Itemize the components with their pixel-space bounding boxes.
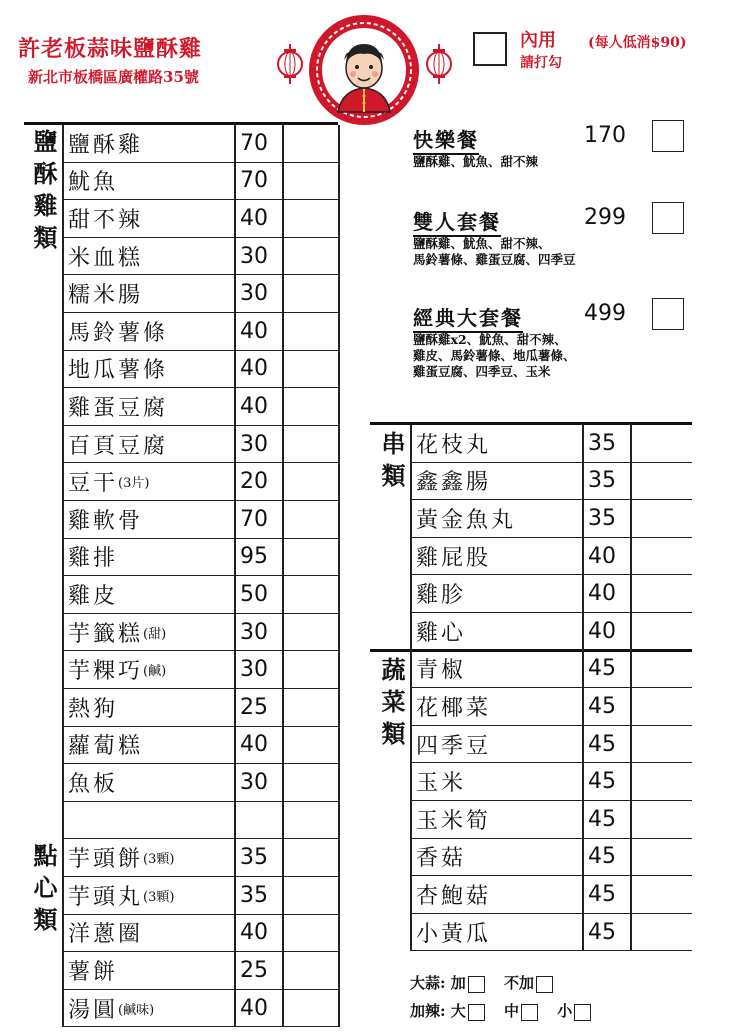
item-note: (鹹) [143,664,167,680]
menu-row [62,313,338,351]
set-price: 299 [584,205,626,230]
item-name: 鑫鑫腸 [416,470,492,496]
item-name-text: 芋粿巧 [68,659,144,685]
quantity-cell[interactable] [282,915,338,952]
column-divider [234,125,236,1027]
item-price: 25 [240,694,268,720]
item-price: 30 [240,281,268,307]
item-name: 香菇 [416,846,467,872]
item-price: 30 [240,619,268,645]
item-name-text: 雞皮 [68,583,119,609]
item-name: 雞胗 [416,583,467,609]
garlic-no-checkbox[interactable] [536,976,553,993]
menu-row [62,125,338,163]
menu-row [62,463,338,501]
quantity-cell[interactable] [630,801,692,838]
item-name: 杏鮑菇 [416,883,492,909]
menu-row [62,200,338,238]
spicy-label: 加辣: [410,1002,446,1020]
item-name [62,877,234,914]
item-name: 玉米筍 [416,808,492,834]
item-price: 20 [240,469,268,495]
item-name [62,163,234,200]
item-price: 30 [240,243,268,269]
item-name [62,614,234,651]
item-name [62,388,234,425]
item-name: 小黃瓜 [416,921,492,947]
item-price: 45 [588,731,616,757]
item-name-text: 雞軟骨 [68,508,144,534]
item-name-text: 芋頭丸 [68,884,144,910]
garlic-yes-checkbox[interactable] [468,976,485,993]
quantity-cell[interactable] [282,426,338,463]
item-name [62,313,234,350]
item-name-text: 百頁豆腐 [68,433,169,459]
shop-address: 新北市板橋區廣權路35號 [28,68,199,86]
item-price: 70 [240,506,268,532]
category-label: 串類 [377,431,406,495]
quantity-cell[interactable] [282,689,338,726]
quantity-cell[interactable] [630,575,692,612]
item-name [62,802,234,839]
menu-row [62,727,338,765]
item-price: 40 [240,995,268,1021]
quantity-cell[interactable] [630,651,692,688]
garlic-option-row [410,972,567,993]
menu-row [410,613,692,651]
item-price: 35 [588,505,616,531]
quantity-cell[interactable] [630,914,692,951]
right-menu-table [370,422,692,954]
menu-row [410,538,692,576]
item-name-text: 薯餅 [68,959,119,985]
column-divider [282,125,284,1027]
menu-row [62,915,338,953]
spicy-small-label: 小 [557,1002,573,1020]
item-price: 40 [588,543,616,569]
menu-row [62,501,338,539]
item-name-text: 甜不辣 [68,207,144,233]
set-description: 鹽酥雞、魷魚、甜不辣、 [413,236,551,251]
item-name [62,501,234,538]
menu-row [410,425,692,463]
item-price: 45 [588,881,616,907]
menu-row [62,351,338,389]
quantity-cell[interactable] [282,163,338,200]
menu-row [62,238,338,276]
item-name-text: 雞蛋豆腐 [68,395,169,421]
menu-row [62,388,338,426]
lantern-icon [276,44,304,84]
item-price: 30 [240,657,268,683]
item-price: 35 [240,882,268,908]
item-name [62,727,234,764]
item-note: (鹹味) [118,1002,155,1018]
item-note: (3顆) [143,852,175,868]
column-divider [630,425,632,951]
item-note: (甜) [143,626,167,642]
quantity-cell[interactable] [630,876,692,913]
item-name [62,990,234,1027]
quantity-cell[interactable] [282,463,338,500]
quantity-cell[interactable] [282,351,338,388]
item-price: 70 [240,130,268,156]
quantity-cell[interactable] [282,651,338,688]
quantity-cell[interactable] [282,501,338,538]
item-price: 40 [240,356,268,382]
quantity-cell[interactable] [630,500,692,537]
item-price: 40 [240,318,268,344]
item-price: 50 [240,581,268,607]
menu-row [410,651,692,689]
item-price: 35 [240,845,268,871]
dine-in-label: 內用 [520,30,556,51]
menu-row [410,688,692,726]
item-name-text: 熱狗 [68,696,119,722]
quantity-cell[interactable] [630,538,692,575]
menu-row [410,763,692,801]
item-name [62,275,234,312]
item-price: 95 [240,544,268,570]
item-name: 雞心 [416,620,467,646]
quantity-cell[interactable] [630,463,692,500]
quantity-cell[interactable] [630,763,692,800]
item-name: 黃金魚丸 [416,507,517,533]
category-label: 點心類 [29,843,58,940]
set-description: 鹽酥雞x2、魷魚、甜不辣、 [413,332,567,347]
item-name: 青椒 [416,658,467,684]
menu-row [410,801,692,839]
spicy-large-checkbox[interactable] [468,1004,485,1021]
item-price: 45 [588,844,616,870]
item-name [62,238,234,275]
item-name-text: 蘿蔔糕 [68,734,144,760]
menu-row [62,576,338,614]
menu-row [62,539,338,577]
quantity-cell[interactable] [282,275,338,312]
set-description: 馬鈴薯條、雞蛋豆腐、四季豆 [413,252,576,267]
item-price: 45 [588,806,616,832]
item-name-text: 湯圓 [68,997,119,1023]
item-name: 四季豆 [416,733,492,759]
item-name: 雞屁股 [416,545,492,571]
item-name-text: 芋籤糕 [68,621,144,647]
column-divider [410,425,412,951]
quantity-cell[interactable] [282,576,338,613]
item-name-text: 芋頭餅 [68,847,144,873]
menu-row [62,764,338,802]
item-note: (3片) [118,476,150,492]
set-checkbox[interactable] [652,298,684,330]
quantity-cell[interactable] [282,727,338,764]
set-title: 經典大套餐 [413,302,523,333]
item-name-text: 魷魚 [68,170,119,196]
item-name [62,426,234,463]
item-name [62,125,234,162]
item-name [62,463,234,500]
item-name-text: 米血糕 [68,245,144,271]
item-name: 花枝丸 [416,432,492,458]
left-menu-table [24,122,338,1028]
column-divider [338,125,340,1027]
item-name [62,351,234,388]
column-divider [62,125,64,1027]
set-checkbox[interactable] [652,202,684,234]
menu-row [410,914,692,952]
item-note: (3顆) [143,889,175,905]
quantity-cell[interactable] [282,990,338,1027]
menu-row [410,575,692,613]
spicy-option-row [410,1000,591,1021]
menu-row [62,952,338,990]
quantity-cell[interactable] [282,614,338,651]
set-description: 鹽酥雞、魷魚、甜不辣 [413,154,539,169]
column-divider [582,425,584,951]
item-name [62,539,234,576]
shop-name: 許老板蒜味鹽酥雞 [18,36,203,62]
item-name [62,839,234,876]
item-name-text: 馬鈴薯條 [68,320,169,346]
item-price: 45 [588,919,616,945]
menu-row [410,839,692,877]
garlic-label: 大蒜: [410,974,446,992]
menu-row [62,163,338,201]
item-name: 玉米 [416,771,467,797]
shop-logo [308,14,420,126]
item-price: 70 [240,168,268,194]
item-price: 45 [588,656,616,682]
item-name-text: 雞排 [68,546,119,572]
menu-row [62,651,338,689]
set-title: 快樂餐 [413,124,479,155]
menu-row [62,689,338,727]
menu-row [62,990,338,1028]
dine-in-note: (每人低消$90) [588,35,687,51]
item-name [62,200,234,237]
menu-row [410,726,692,764]
menu-row [62,802,338,840]
item-price [234,802,282,839]
item-price: 30 [240,431,268,457]
menu-row [62,839,338,877]
item-name: 花椰菜 [416,695,492,721]
set-description: 雞皮、馬鈴薯條、地瓜薯條、 [413,348,576,363]
item-name-text: 豆干 [68,471,119,497]
item-price: 35 [588,430,616,456]
spicy-large-label: 大 [450,1002,466,1020]
quantity-cell[interactable] [282,802,338,839]
item-price: 40 [588,581,616,607]
item-price: 40 [240,205,268,231]
item-name-text: 洋蔥圈 [68,922,144,948]
quantity-cell[interactable] [282,952,338,989]
menu-row [62,275,338,313]
category-label: 鹽酥雞類 [29,129,58,257]
quantity-cell[interactable] [630,726,692,763]
lantern-icon [425,44,453,84]
item-price: 30 [240,769,268,795]
item-name-text: 魚板 [68,771,119,797]
quantity-cell[interactable] [282,200,338,237]
quantity-cell[interactable] [282,764,338,801]
quantity-cell[interactable] [630,688,692,725]
item-name-text: 糯米腸 [68,283,144,309]
item-price: 40 [240,920,268,946]
category-label: 蔬菜類 [377,656,406,753]
set-checkbox[interactable] [652,120,684,152]
menu-row [410,463,692,501]
menu-row [410,876,692,914]
quantity-cell[interactable] [282,539,338,576]
spicy-medium-checkbox[interactable] [521,1004,538,1021]
set-price: 170 [584,123,626,148]
item-price: 40 [588,618,616,644]
quantity-cell[interactable] [630,425,692,462]
item-name-text: 地瓜薯條 [68,358,169,384]
set-title: 雙人套餐 [413,206,501,237]
menu-row [62,877,338,915]
item-name [62,651,234,688]
menu-row [62,426,338,464]
item-price: 40 [240,732,268,758]
quantity-cell[interactable] [282,313,338,350]
item-price: 45 [588,693,616,719]
dine-in-check-hint: 請打勾 [520,55,562,71]
quantity-cell[interactable] [282,238,338,275]
item-name [62,952,234,989]
quantity-cell[interactable] [282,877,338,914]
item-price: 45 [588,769,616,795]
quantity-cell[interactable] [630,839,692,876]
quantity-cell[interactable] [282,839,338,876]
item-price: 25 [240,957,268,983]
quantity-cell[interactable] [282,388,338,425]
garlic-no-label: 不加 [504,974,535,992]
menu-row [62,614,338,652]
item-name [62,915,234,952]
item-price: 40 [240,393,268,419]
item-name [62,576,234,613]
set-price: 499 [584,301,626,326]
quantity-cell[interactable] [282,125,338,162]
garlic-yes-label: 加 [450,974,466,992]
dine-in-checkbox[interactable] [473,32,507,66]
item-name-text: 鹽酥雞 [68,132,144,158]
item-name [62,764,234,801]
spicy-medium-label: 中 [504,1002,520,1020]
spicy-small-checkbox[interactable] [574,1004,591,1021]
quantity-cell[interactable] [630,613,692,650]
item-price: 35 [588,468,616,494]
set-description: 雞蛋豆腐、四季豆、玉米 [413,364,551,379]
item-name [62,689,234,726]
menu-row [410,500,692,538]
